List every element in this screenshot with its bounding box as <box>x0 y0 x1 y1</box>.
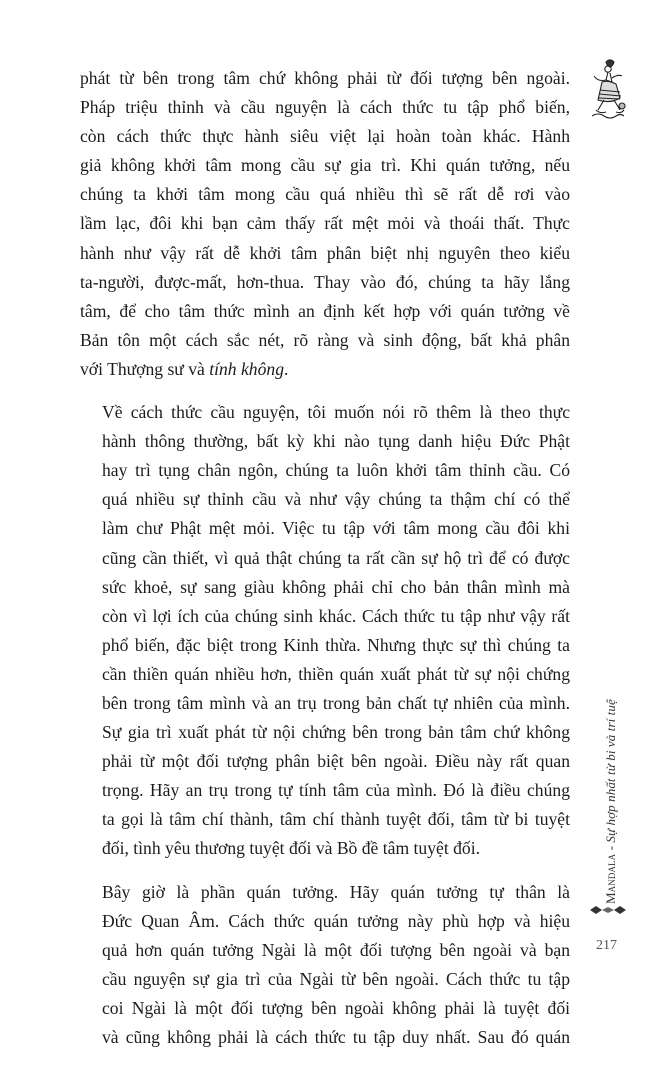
text-line: và cũng không phải là cách thức tu tập duy nhất. Sau đó quán <box>102 1027 570 1047</box>
text-line: còn vì lợi ích của chúng sinh khác. Cách thức tu tập như vậy rất <box>102 605 570 626</box>
page-number: 217 <box>596 938 617 953</box>
dancing-figure-illustration <box>586 56 628 122</box>
text-line: chúng ta khởi tâm mong cầu quá nhiều thì sẽ rất dễ rơi vào <box>80 184 570 205</box>
text-fragment: . <box>284 358 289 379</box>
text-line: Đức Quan Âm. Cách thức quán tưởng này phù hợp và hiệu <box>102 910 570 931</box>
emphasis-term: tính không <box>209 358 284 379</box>
text-fragment: với Thượng sư và <box>80 358 210 379</box>
body-text <box>80 64 570 1066</box>
decorative-ornament-icon <box>588 902 628 912</box>
series-title: Mandala <box>603 853 618 904</box>
text-line: tâm, để cho tâm thức mình an định kết hợp với quán tưởng về <box>80 300 570 321</box>
text-line: làm chư Phật mệt mỏi. Việc tu tập với tâm mong cầu đôi khi <box>102 518 570 539</box>
running-head <box>603 699 619 904</box>
text-line: Bây giờ là phần quán tưởng. Hãy quán tưởng tự thân là <box>102 881 570 902</box>
text-line: còn cách thức thực hành siêu việt lại hoàn toàn khác. Hành <box>80 126 570 147</box>
running-head-separator: - <box>603 842 618 854</box>
text-line: phát từ bên trong tâm chứ không phải từ đối tượng bên ngoài. <box>80 68 570 88</box>
text-line: Sự gia trì xuất phát từ nội chứng bên trong bản tâm chứ không <box>102 722 570 743</box>
text-line: quả hơn quán tưởng Ngài là một đối tượng bên ngoài và bạn <box>102 939 570 960</box>
text-line: cũng cần thiết, vì quả thật chúng ta rất cần sự hộ trì để có được <box>102 547 570 568</box>
text-line: coi Ngài là một đối tượng bên ngoài không phải là tuyệt đối <box>102 997 570 1018</box>
text-line: quá nhiều sự thỉnh cầu và như vậy chúng ta thậm chí có thể <box>102 489 570 510</box>
text-line: cần thiền quán nhiều hơn, thiền quán xuất phát từ sự nội chứng <box>102 663 570 684</box>
text-line: ta-người, được-mất, hơn-thua. Thay vào đó, chúng ta hãy lắng <box>80 271 570 292</box>
paragraph-1 <box>80 64 570 384</box>
book-title: Sự hợp nhất từ bi và trí tuệ <box>603 699 618 843</box>
paragraph-2 <box>80 398 570 864</box>
paragraph-3 <box>80 878 570 1053</box>
text-line: bên trong tâm mình và an trụ trong bản chất tự nhiên của mình. <box>102 692 570 713</box>
text-line: Bản tôn một cách sắc nét, rõ ràng và sinh động, bất khả phân <box>80 329 570 350</box>
text-line <box>80 355 570 384</box>
text-line: cầu nguyện sự gia trì của Ngài từ bên ngoài. Cách thức tu tập <box>102 968 570 989</box>
text-line: đối, tình yêu thương tuyệt đối và Bồ đề tâm tuyệt đối. <box>102 838 480 859</box>
text-line: hành thông thường, bất kỳ khi nào tụng danh hiệu Đức Phật <box>102 431 570 452</box>
text-line: lầm lạc, đôi khi bạn cảm thấy rất mệt mỏi và thoái thất. Thực <box>80 213 570 234</box>
text-line: giả không khởi tâm mong cầu sự gia trì. Khi quán tưởng, nếu <box>80 155 570 176</box>
text-line: phải từ một đối tượng phân biệt bên ngoài. Điều này rất quan <box>102 751 570 772</box>
text-line: Về cách thức cầu nguyện, tôi muốn nói rõ thêm là theo thực <box>102 402 570 423</box>
text-line: hành như vậy rất dễ khởi tâm phân biệt nhị nguyên theo kiểu <box>80 242 570 263</box>
text-line: Pháp triệu thỉnh và cầu nguyện là cách thức tu tập phổ biến, <box>80 97 570 118</box>
text-line: phổ biến, đặc biệt trong Kinh thừa. Nhưng thực sự thì chúng ta <box>102 634 570 655</box>
text-line: sức khoẻ, sự sang giàu không phải chỉ cho bản thân mình mà <box>102 576 570 597</box>
text-line: ta gọi là tâm chí thành, tâm chí thành tuyệt đối, tâm từ bi tuyệt <box>102 809 570 830</box>
text-line: trọng. Hãy an trụ trong tự tính tâm của mình. Đó là điều chúng <box>102 780 570 801</box>
text-line: hay trì tụng chân ngôn, chúng ta luôn khởi tâm thỉnh cầu. Có <box>102 460 570 481</box>
